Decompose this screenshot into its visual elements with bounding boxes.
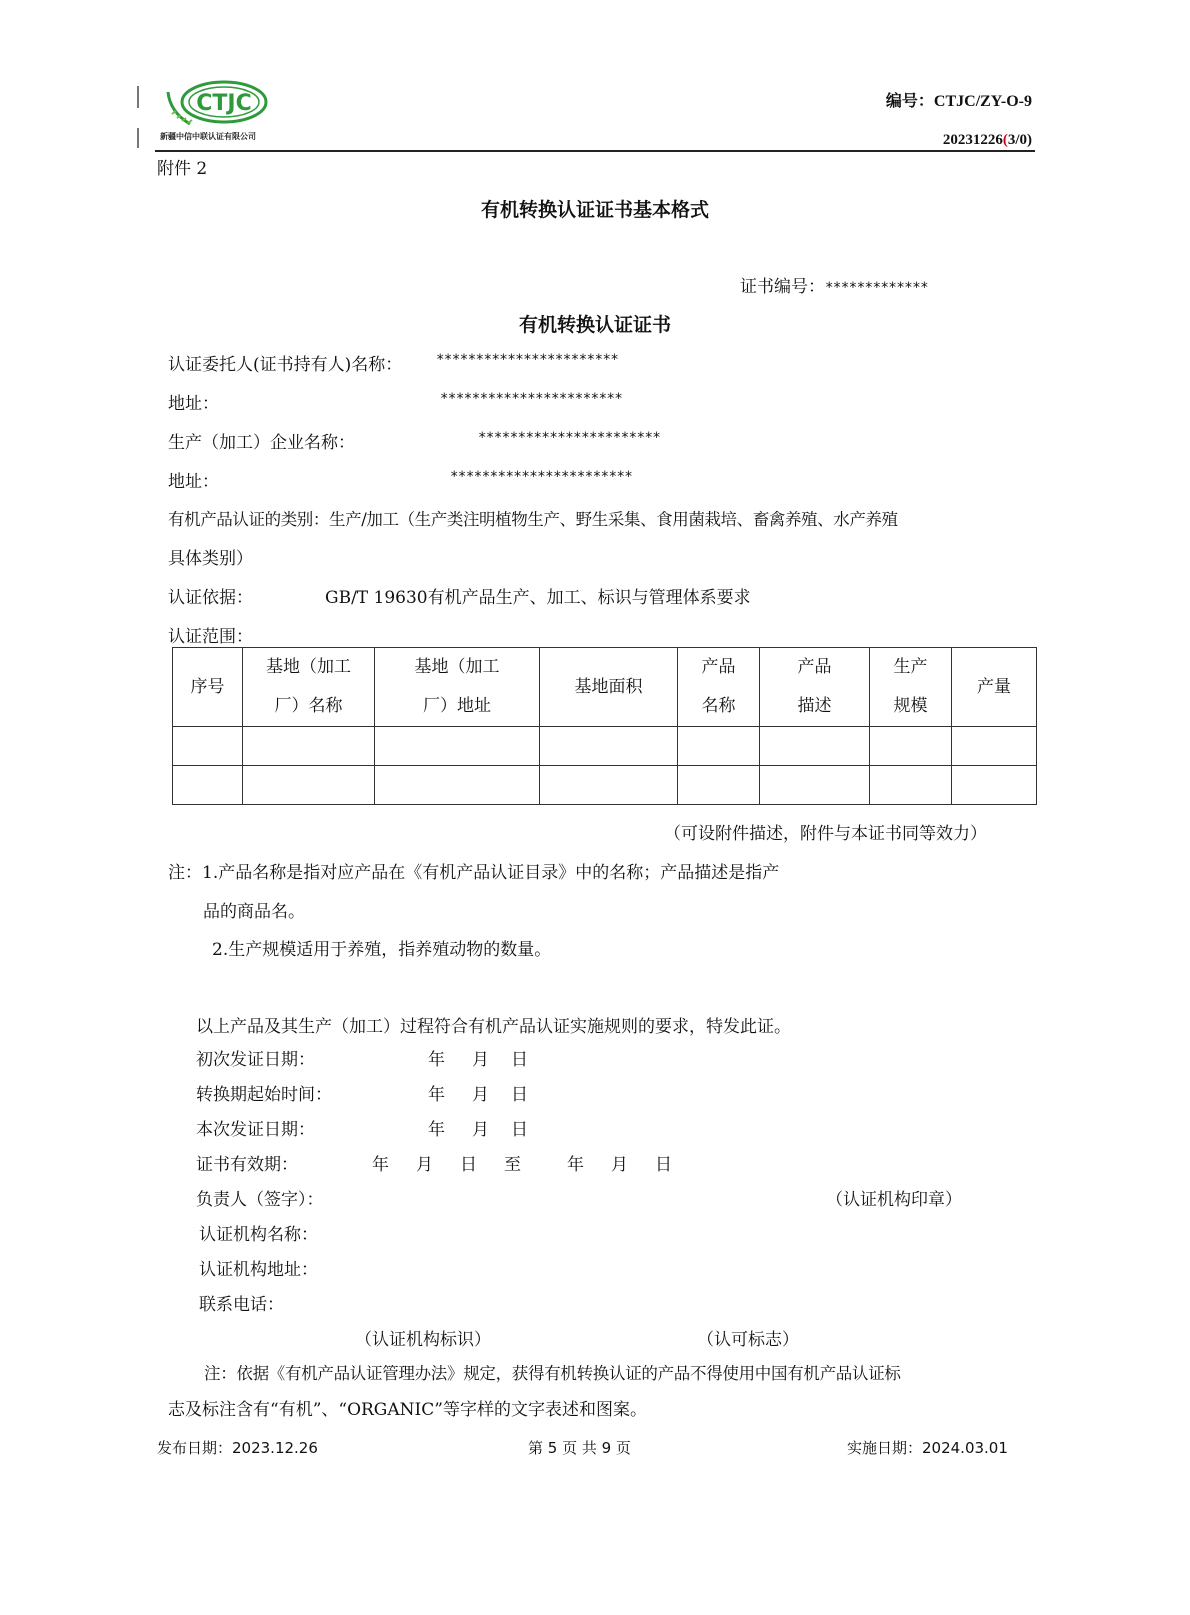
first-issue-date: 年 月 日 — [428, 1050, 528, 1070]
cert-number-label: 证书编号： — [740, 277, 825, 297]
table-cell — [375, 766, 540, 805]
svg-text:CTJC: CTJC — [196, 91, 252, 116]
cert-number-value: ************* — [825, 280, 929, 296]
document-title: 有机转换认证证书基本格式 — [480, 199, 709, 221]
seal-placeholder: （认证机构印章） — [826, 1190, 962, 1210]
client-address-label: 地址： — [168, 394, 219, 414]
document-number: 编号：CTJC/ZY-O-9 — [885, 93, 1032, 110]
effective-date: 实施日期：2024.03.01 — [847, 1439, 1008, 1457]
table-cell — [540, 727, 678, 766]
header-cell-product-desc: 产品 描述 — [760, 648, 870, 727]
version-paren: ( — [1002, 132, 1008, 148]
version-date: 20231226 — [942, 132, 1003, 148]
table-cell — [760, 766, 870, 805]
header-cell-base-area: 基地面积 — [540, 648, 678, 727]
table-cell — [173, 766, 243, 805]
table-cell — [678, 727, 760, 766]
table-header-row — [173, 648, 1037, 727]
body-address-label: 认证机构地址： — [199, 1260, 318, 1280]
table-row — [173, 766, 1037, 805]
header-cell-scale: 生产 规模 — [870, 648, 952, 727]
validity-label: 证书有效期： — [196, 1155, 298, 1175]
accreditation-mark-placeholder: （认可标志） — [697, 1330, 799, 1350]
table-cell — [952, 727, 1037, 766]
body-name-label: 认证机构名称： — [199, 1225, 318, 1245]
table-cell — [173, 727, 243, 766]
scope-label: 认证范围： — [168, 627, 253, 647]
enterprise-address-value: *********************** — [450, 469, 633, 485]
header-cell-output: 产量 — [952, 648, 1037, 727]
body-mark-placeholder: （认证机构标识） — [355, 1330, 491, 1350]
certificate-title: 有机转换认证证书 — [518, 314, 671, 336]
table-cell — [243, 727, 375, 766]
this-issue-label: 本次发证日期： — [196, 1120, 315, 1140]
note-2: 2.生产规模适用于养殖，指养殖动物的数量。 — [212, 940, 552, 960]
table-cell — [243, 766, 375, 805]
client-name-value: *********************** — [436, 352, 619, 368]
table-cell — [375, 727, 540, 766]
table-cell — [870, 766, 952, 805]
final-note-line-1: 注：依据《有机产品认证管理办法》规定，获得有机转换认证的产品不得使用中国有机产品认证标 — [204, 1364, 901, 1383]
final-note-line-2: 志及标注含有“有机”、“ORGANIC”等字样的文字表述和图案。 — [168, 1400, 647, 1420]
table-cell — [678, 766, 760, 805]
client-name-label: 认证委托人(证书持有人)名称： — [168, 355, 403, 375]
header-cell-index: 序号 — [173, 648, 243, 727]
category-line-2: 具体类别） — [168, 549, 253, 569]
cert-number — [740, 272, 928, 297]
conversion-start-label: 转换期起始时间： — [196, 1085, 332, 1105]
validity-date-range: 年 月 日 至 年 月 日 — [372, 1155, 672, 1175]
page-info: 第 5 页 共 9 页 — [528, 1439, 631, 1457]
margin-mark — [137, 128, 139, 148]
basis-label: 认证依据： — [168, 588, 253, 608]
header-rule — [155, 150, 1035, 152]
client-address-value: *********************** — [440, 391, 623, 407]
category-line-1: 有机产品认证的类别：生产/加工（生产类注明植物生产、野生采集、食用菌栽培、畜禽养殖、水产养殖 — [168, 510, 898, 529]
declaration: 以上产品及其生产（加工）过程符合有机产品认证实施规则的要求，特发此证。 — [196, 1017, 791, 1037]
enterprise-address-label: 地址： — [168, 472, 219, 492]
person-in-charge-label: 负责人（签字）： — [196, 1190, 324, 1210]
enterprise-name-label: 生产（加工）企业名称： — [168, 433, 355, 453]
note-1-line-2: 品的商品名。 — [203, 902, 305, 922]
first-issue-label: 初次发证日期： — [196, 1050, 315, 1070]
header-cell-base-address: 基地（加工 厂）地址 — [375, 648, 540, 727]
table-cell — [760, 727, 870, 766]
company-logo — [160, 78, 270, 132]
publish-date: 发布日期：2023.12.26 — [157, 1439, 318, 1457]
table-cell — [540, 766, 678, 805]
company-name: 新疆中信中联认证有限公司 — [160, 132, 256, 141]
scope-table — [172, 647, 1037, 805]
conversion-start-date: 年 月 日 — [428, 1085, 528, 1105]
margin-mark — [137, 86, 139, 108]
phone-label: 联系电话： — [199, 1295, 284, 1315]
annex-note: （可设附件描述，附件与本证书同等效力） — [664, 824, 987, 844]
this-issue-date: 年 月 日 — [428, 1120, 528, 1140]
enterprise-name-value: *********************** — [478, 430, 661, 446]
table-cell — [870, 727, 952, 766]
note-1-line-1: 注：1.产品名称是指对应产品在《有机产品认证目录》中的名称；产品描述是指产 — [168, 863, 780, 883]
basis-value: GB/T 19630有机产品生产、加工、标识与管理体系要求 — [325, 588, 751, 608]
header-cell-base-name: 基地（加工 厂）名称 — [243, 648, 375, 727]
table-row — [173, 727, 1037, 766]
version-rev: 3/0) — [1007, 132, 1032, 148]
attachment-label: 附件 2 — [157, 159, 208, 179]
table-cell — [952, 766, 1037, 805]
header-cell-product-name: 产品 名称 — [678, 648, 760, 727]
document-version — [943, 132, 1032, 149]
